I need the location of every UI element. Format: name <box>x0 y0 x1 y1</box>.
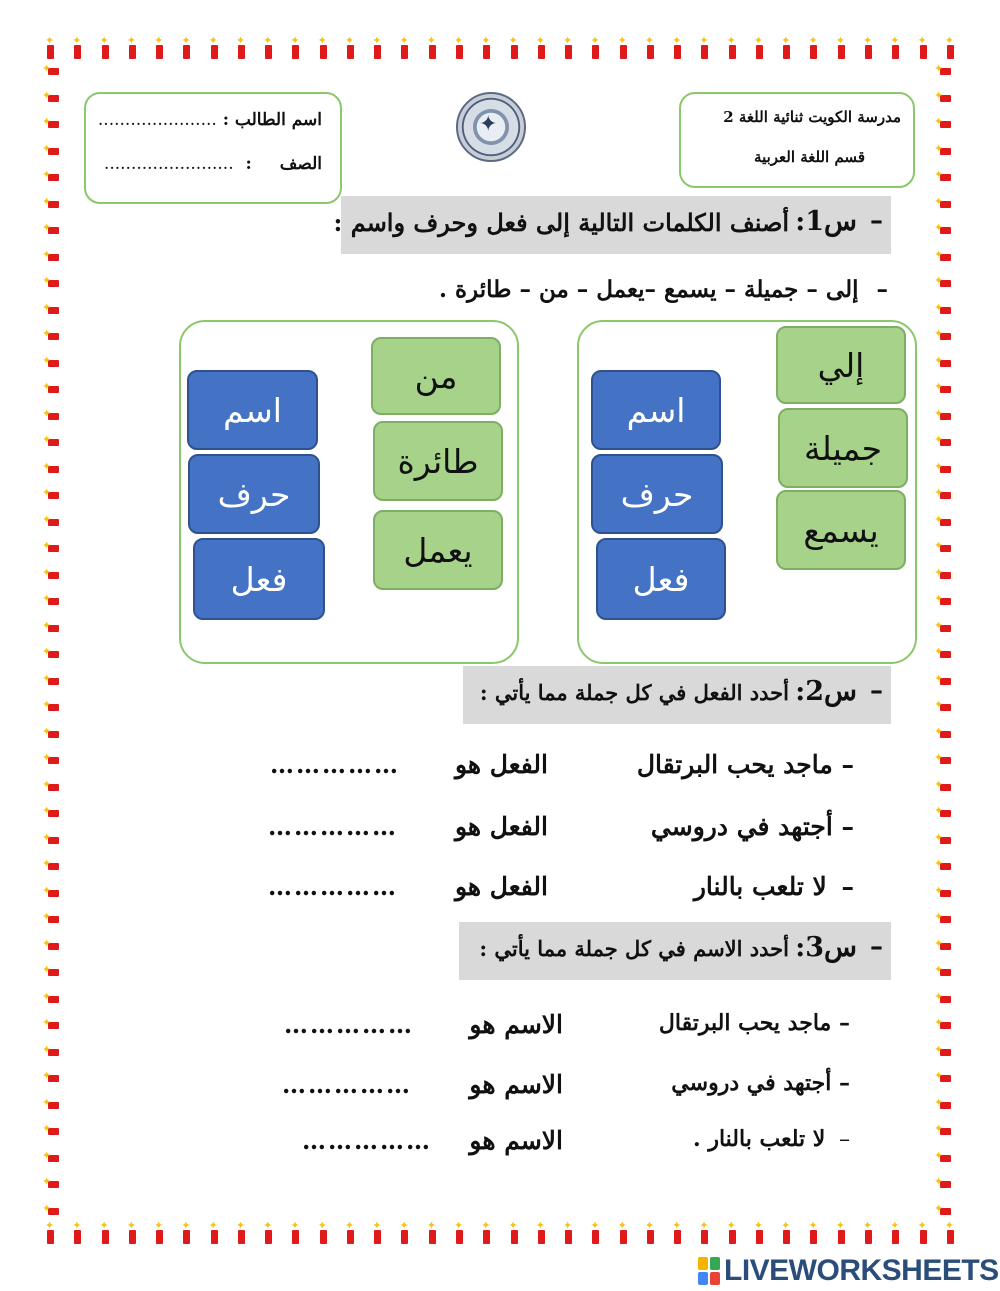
q3-sentence-row <box>693 1126 850 1152</box>
word-tile[interactable]: جميلة <box>778 408 908 488</box>
firecracker-decoration <box>398 38 410 60</box>
firecracker-decoration <box>936 223 952 239</box>
firecracker-decoration <box>126 1223 138 1245</box>
firecracker-decoration <box>44 621 60 637</box>
q3-bullet: – <box>870 932 883 962</box>
firecracker-decoration <box>44 1098 60 1114</box>
firecracker-decoration <box>344 1223 356 1245</box>
firecracker-decoration <box>99 1223 111 1245</box>
firecracker-decoration <box>936 197 952 213</box>
word-tile[interactable]: يعمل <box>373 510 503 590</box>
decorative-border-bottom <box>44 1223 956 1247</box>
firecracker-decoration <box>126 38 138 60</box>
firecracker-decoration <box>671 1223 683 1245</box>
firecracker-decoration <box>936 780 952 796</box>
q2-bullet: – <box>870 676 883 706</box>
firecracker-decoration <box>44 329 60 345</box>
liveworksheets-brand[interactable] <box>698 1254 999 1288</box>
q2-sentence-row <box>637 750 854 779</box>
firecracker-decoration <box>936 939 952 955</box>
q1-words-line <box>439 276 888 303</box>
firecracker-decoration <box>644 1223 656 1245</box>
liveworksheets-logo-icon <box>698 1257 720 1285</box>
q2-answer-label: الفعل هو <box>454 750 548 779</box>
firecracker-decoration <box>936 356 952 372</box>
firecracker-decoration <box>780 1223 792 1245</box>
firecracker-decoration <box>936 594 952 610</box>
firecracker-decoration <box>936 859 952 875</box>
firecracker-decoration <box>936 488 952 504</box>
firecracker-decoration <box>44 1177 60 1193</box>
category-drop-zone[interactable]: حرف <box>591 454 723 534</box>
firecracker-decoration <box>753 1223 765 1245</box>
firecracker-decoration <box>936 462 952 478</box>
firecracker-decoration <box>936 753 952 769</box>
firecracker-decoration <box>508 1223 520 1245</box>
firecracker-decoration <box>617 38 629 60</box>
firecracker-decoration <box>44 144 60 160</box>
firecracker-decoration <box>936 700 952 716</box>
firecracker-decoration <box>44 965 60 981</box>
firecracker-decoration <box>780 38 792 60</box>
student-info-box <box>84 92 342 204</box>
q1-words: إلى – جميلة – يسمع –يعمل – من – طائرة . <box>438 276 859 303</box>
firecracker-decoration <box>944 1223 956 1245</box>
firecracker-decoration <box>936 1018 952 1034</box>
firecracker-decoration <box>289 38 301 60</box>
firecracker-decoration <box>917 38 929 60</box>
firecracker-decoration <box>208 1223 220 1245</box>
firecracker-decoration <box>44 462 60 478</box>
firecracker-decoration <box>44 38 56 60</box>
word-tile[interactable]: يسمع <box>776 490 906 570</box>
firecracker-decoration <box>889 1223 901 1245</box>
q1-prompt: أصنف الكلمات التالية إلى فعل وحرف واسم : <box>333 208 789 237</box>
firecracker-decoration <box>44 886 60 902</box>
firecracker-decoration <box>936 621 952 637</box>
firecracker-decoration <box>453 38 465 60</box>
firecracker-decoration <box>44 780 60 796</box>
firecracker-decoration <box>936 806 952 822</box>
q2-sentence-row <box>651 812 854 841</box>
firecracker-decoration <box>44 647 60 663</box>
firecracker-decoration <box>426 1223 438 1245</box>
firecracker-decoration <box>835 38 847 60</box>
firecracker-decoration <box>807 1223 819 1245</box>
firecracker-decoration <box>44 170 60 186</box>
firecracker-decoration <box>262 38 274 60</box>
firecracker-decoration <box>753 38 765 60</box>
firecracker-decoration <box>936 435 952 451</box>
firecracker-decoration <box>726 1223 738 1245</box>
firecracker-decoration <box>44 435 60 451</box>
firecracker-decoration <box>508 38 520 60</box>
firecracker-decoration <box>289 1223 301 1245</box>
q3-bullet: – <box>839 1070 850 1096</box>
firecracker-decoration <box>936 64 952 80</box>
q2-sentence: ماجد يحب البرتقال <box>636 750 833 779</box>
decorative-border-right <box>936 64 956 1220</box>
firecracker-decoration <box>936 727 952 743</box>
firecracker-decoration <box>44 912 60 928</box>
department-name: قسم اللغة العربية <box>754 148 865 166</box>
firecracker-decoration <box>944 38 956 60</box>
firecracker-decoration <box>44 382 60 398</box>
firecracker-decoration <box>535 1223 547 1245</box>
word-tile[interactable]: طائرة <box>373 421 503 501</box>
firecracker-decoration <box>726 38 738 60</box>
firecracker-decoration <box>44 1124 60 1140</box>
firecracker-decoration <box>44 727 60 743</box>
firecracker-decoration <box>671 38 683 60</box>
firecracker-decoration <box>44 515 60 531</box>
firecracker-decoration <box>153 1223 165 1245</box>
firecracker-decoration <box>44 806 60 822</box>
q2-sentence-row <box>694 872 854 901</box>
firecracker-decoration <box>589 38 601 60</box>
firecracker-decoration <box>936 674 952 690</box>
firecracker-decoration <box>562 1223 574 1245</box>
firecracker-decoration <box>44 992 60 1008</box>
q3-sentence: ماجد يحب البرتقال <box>658 1010 832 1036</box>
firecracker-decoration <box>936 833 952 849</box>
school-info-box <box>679 92 915 188</box>
q2-answer-label: الفعل هو <box>454 812 548 841</box>
firecracker-decoration <box>698 38 710 60</box>
firecracker-decoration <box>936 303 952 319</box>
firecracker-decoration <box>936 170 952 186</box>
q1-number: س1: <box>795 206 857 237</box>
firecracker-decoration <box>617 1223 629 1245</box>
q2-bullet: – <box>841 872 854 901</box>
firecracker-decoration <box>344 38 356 60</box>
firecracker-decoration <box>44 674 60 690</box>
firecracker-decoration <box>807 38 819 60</box>
firecracker-decoration <box>44 64 60 80</box>
firecracker-decoration <box>44 276 60 292</box>
student-name-label: اسم الطالب : <box>222 110 322 130</box>
q2-header <box>463 666 891 724</box>
firecracker-decoration <box>71 38 83 60</box>
firecracker-decoration <box>936 1151 952 1167</box>
student-name-field[interactable]: ...................... <box>97 110 217 130</box>
firecracker-decoration <box>936 965 952 981</box>
firecracker-decoration <box>180 38 192 60</box>
class-label: الصف <box>279 154 322 174</box>
q2-prompt: أحدد الفعل في كل جملة مما يأتي : <box>479 680 789 705</box>
firecracker-decoration <box>44 250 60 266</box>
firecracker-decoration <box>936 144 952 160</box>
q1-words-bullet: – <box>876 276 888 303</box>
firecracker-decoration <box>936 541 952 557</box>
q3-sentence: أجتهد في دروسي <box>671 1070 832 1096</box>
firecracker-decoration <box>44 356 60 372</box>
firecracker-decoration <box>936 1204 952 1220</box>
firecracker-decoration <box>835 1223 847 1245</box>
q1-header <box>333 196 891 254</box>
q3-answer-label: الاسم هو <box>469 1070 563 1099</box>
firecracker-decoration <box>936 912 952 928</box>
school-name: مدرسة الكويت ثنائية اللغة 2 <box>723 108 901 126</box>
q3-answer-label: الاسم هو <box>469 1126 563 1155</box>
firecracker-decoration <box>44 753 60 769</box>
q3-sentence-row <box>671 1070 850 1096</box>
firecracker-decoration <box>936 276 952 292</box>
firecracker-decoration <box>44 700 60 716</box>
firecracker-decoration <box>936 886 952 902</box>
firecracker-decoration <box>99 38 111 60</box>
firecracker-decoration <box>480 1223 492 1245</box>
firecracker-decoration <box>936 1045 952 1061</box>
q3-answer-field[interactable]: …………… <box>302 1126 432 1155</box>
firecracker-decoration <box>936 250 952 266</box>
q3-answer-field[interactable]: …………… <box>282 1070 412 1099</box>
firecracker-decoration <box>562 38 574 60</box>
firecracker-decoration <box>71 1223 83 1245</box>
firecracker-decoration <box>936 1098 952 1114</box>
class-colon: : <box>245 154 252 174</box>
firecracker-decoration <box>936 1071 952 1087</box>
q2-answer-field[interactable]: …………… <box>268 872 398 901</box>
q2-number: س2: <box>795 676 857 707</box>
q3-sentence-row <box>659 1010 850 1036</box>
q3-number: س3: <box>795 932 857 963</box>
q3-bullet: – <box>839 1127 850 1152</box>
firecracker-decoration <box>44 1223 56 1245</box>
q2-answer-field[interactable]: …………… <box>268 812 398 841</box>
firecracker-decoration <box>936 409 952 425</box>
firecracker-decoration <box>44 1151 60 1167</box>
firecracker-decoration <box>371 38 383 60</box>
firecracker-decoration <box>44 541 60 557</box>
category-drop-zone[interactable]: فعل <box>193 538 325 620</box>
q2-sentence: أجتهد في دروسي <box>650 812 833 841</box>
firecracker-decoration <box>235 38 247 60</box>
firecracker-decoration <box>44 91 60 107</box>
firecracker-decoration <box>936 515 952 531</box>
q2-answer-field[interactable]: …………… <box>270 750 400 779</box>
firecracker-decoration <box>936 117 952 133</box>
school-logo: ✦ <box>456 92 526 162</box>
category-drop-zone[interactable]: اسم <box>591 370 721 450</box>
firecracker-decoration <box>44 1045 60 1061</box>
q2-bullet: – <box>841 812 854 841</box>
firecracker-decoration <box>153 38 165 60</box>
firecracker-decoration <box>44 197 60 213</box>
class-field[interactable]: ........................ <box>103 154 234 174</box>
q3-sentence: لا تلعب بالنار . <box>693 1126 826 1152</box>
firecracker-decoration <box>862 1223 874 1245</box>
brand-text: LIVEWORKSHEETS <box>724 1254 999 1287</box>
decorative-border-left <box>44 64 64 1220</box>
firecracker-decoration <box>936 568 952 584</box>
firecracker-decoration <box>44 594 60 610</box>
firecracker-decoration <box>371 1223 383 1245</box>
firecracker-decoration <box>936 992 952 1008</box>
firecracker-decoration <box>208 38 220 60</box>
firecracker-decoration <box>936 1177 952 1193</box>
decorative-border-top <box>44 38 956 62</box>
firecracker-decoration <box>44 1204 60 1220</box>
firecracker-decoration <box>936 329 952 345</box>
firecracker-decoration <box>44 568 60 584</box>
firecracker-decoration <box>426 38 438 60</box>
q3-bullet: – <box>839 1010 850 1036</box>
firecracker-decoration <box>180 1223 192 1245</box>
word-tile[interactable]: إلي <box>776 326 906 404</box>
firecracker-decoration <box>44 859 60 875</box>
q3-header <box>459 922 891 980</box>
firecracker-decoration <box>535 38 547 60</box>
firecracker-decoration <box>480 38 492 60</box>
firecracker-decoration <box>936 91 952 107</box>
q1-bullet: – <box>870 206 883 236</box>
firecracker-decoration <box>44 488 60 504</box>
category-drop-zone[interactable]: فعل <box>596 538 726 620</box>
firecracker-decoration <box>889 38 901 60</box>
firecracker-decoration <box>644 38 656 60</box>
q3-prompt: أحدد الاسم في كل جملة مما يأتي : <box>479 936 789 961</box>
word-tile[interactable]: من <box>371 337 501 415</box>
firecracker-decoration <box>44 939 60 955</box>
firecracker-decoration <box>44 1071 60 1087</box>
firecracker-decoration <box>44 1018 60 1034</box>
firecracker-decoration <box>44 833 60 849</box>
firecracker-decoration <box>235 1223 247 1245</box>
firecracker-decoration <box>44 117 60 133</box>
firecracker-decoration <box>262 1223 274 1245</box>
q2-bullet: – <box>841 750 854 779</box>
firecracker-decoration <box>453 1223 465 1245</box>
q2-answer-label: الفعل هو <box>454 872 548 901</box>
firecracker-decoration <box>936 647 952 663</box>
q2-sentence: لا تلعب بالنار <box>693 872 827 901</box>
firecracker-decoration <box>589 1223 601 1245</box>
firecracker-decoration <box>936 1124 952 1140</box>
firecracker-decoration <box>317 1223 329 1245</box>
firecracker-decoration <box>44 223 60 239</box>
q3-answer-field[interactable]: …………… <box>284 1010 414 1039</box>
firecracker-decoration <box>44 303 60 319</box>
category-drop-zone[interactable]: اسم <box>187 370 318 450</box>
firecracker-decoration <box>862 38 874 60</box>
firecracker-decoration <box>398 1223 410 1245</box>
firecracker-decoration <box>917 1223 929 1245</box>
firecracker-decoration <box>317 38 329 60</box>
firecracker-decoration <box>936 382 952 398</box>
firecracker-decoration <box>44 409 60 425</box>
q3-answer-label: الاسم هو <box>469 1010 563 1039</box>
firecracker-decoration <box>698 1223 710 1245</box>
category-drop-zone[interactable]: حرف <box>188 454 320 534</box>
